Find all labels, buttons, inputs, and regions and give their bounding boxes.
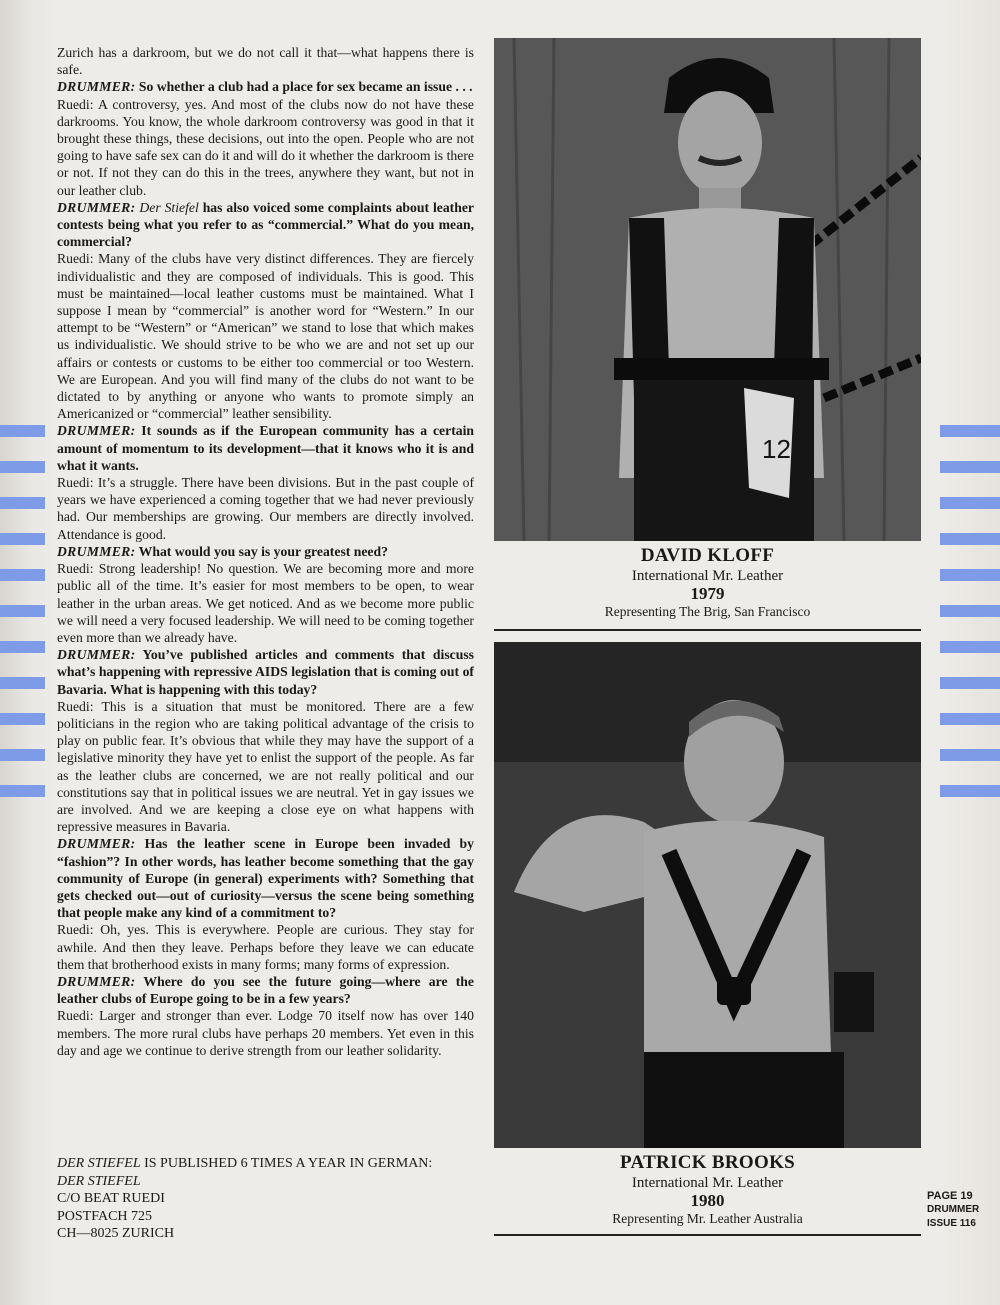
caption-david-kloff	[494, 545, 921, 621]
interviewer-question	[57, 543, 474, 560]
photo-illustration	[494, 642, 921, 1148]
winner-title: International Mr. Leather	[631, 1175, 784, 1191]
speaker-label: Ruedi:	[57, 475, 94, 491]
caption-divider	[494, 1234, 921, 1236]
speaker-label: Ruedi:	[57, 698, 94, 714]
interviewee-answer	[57, 698, 474, 836]
answer-text: Many of the clubs have very distinct differences. They are fiercely individualistic and they are composed of individuals. This is good. This must be maintained—local leather customs must be maintained. What I suppose I mean by “commercial” is another word for “Western.” In our attempt to be “Western” or “American” we stand to lose that which makes us individualistic. We should strive to be who we are and not set up our affairs or contests or customs to be either too commercial or too Western. We are European. And you will find many of the clubs do not want to be dictated to by anything or anyone who wants to promote simply an Americanized or “commercial” leather sensibility.	[57, 251, 475, 422]
interviewee-answer	[57, 96, 474, 199]
interviewer-question	[57, 78, 474, 95]
caption-patrick-brooks	[494, 1152, 921, 1228]
interviewer-question	[57, 646, 474, 698]
right-margin-stripes	[940, 425, 1000, 821]
question-text: has also voiced some complaints about leather contests being what you refer to as “commercial.” What do you mean, commercial?	[57, 199, 474, 250]
publication-line	[57, 1155, 487, 1173]
interviewee-answer	[57, 474, 474, 543]
publication-name: Der Stiefel	[139, 199, 199, 215]
speaker-label: Ruedi:	[57, 922, 94, 938]
page-folio	[927, 1189, 979, 1231]
question-text: Where do you see the future going—where are the leather clubs of Europe going to be in a few years?	[57, 973, 474, 1007]
interviewer-question	[57, 835, 474, 921]
speaker-label: DRUMMER:	[57, 423, 136, 439]
speaker-label: DRUMMER:	[57, 79, 136, 95]
question-text: It sounds as if the European community has a certain amount of momentum to its development—that it knows who it is and what it wants.	[57, 423, 475, 473]
left-margin-stripes	[0, 425, 45, 821]
answer-text: Oh, yes. This is everywhere. People are curious. They stay for awhile. And then they leave. Perhaps before they leave we can educate them that brotherhood exists in many forms; many forms of expression.	[57, 922, 475, 972]
publication-address	[57, 1155, 487, 1243]
interviewer-question	[57, 973, 474, 1007]
issue-number: ISSUE 116	[927, 1218, 976, 1229]
speaker-label: DRUMMER:	[57, 973, 136, 989]
address-publication-name: DER STIEFEL	[57, 1173, 141, 1189]
magazine-name: DRUMMER	[927, 1204, 980, 1215]
answer-text: It’s a struggle. There have been divisions. But in the past couple of years we have experienced a coming together that we had never previously had. Our memberships are growing. Our members are directly involved. Attendance is good.	[57, 475, 474, 542]
interviewee-answer	[57, 250, 474, 422]
winner-year: 1979	[690, 584, 725, 603]
question-text: What would you say is your greatest need?	[138, 543, 388, 559]
speaker-label: Ruedi:	[57, 251, 94, 267]
address-city: CH—8025 ZURICH	[57, 1226, 175, 1241]
paragraph-text: Zurich has a darkroom, but we do not call it that—what happens there is safe.	[57, 45, 474, 78]
photo-patrick-brooks	[494, 642, 921, 1148]
speaker-label: Ruedi:	[57, 1008, 94, 1024]
publication-name: DER STIEFEL	[57, 1156, 141, 1171]
article-paragraph	[57, 44, 474, 78]
question-text: You’ve published articles and comments that discuss what’s happening with repressive AIDS legislation that is coming out of Bavaria. What is happening with this today?	[57, 647, 474, 697]
winner-name: DAVID KLOFF	[640, 545, 775, 566]
winner-title: International Mr. Leather	[631, 568, 784, 584]
interviewee-answer	[57, 921, 474, 973]
interviewer-question	[57, 199, 474, 251]
interview-article	[57, 44, 474, 1059]
speaker-label: DRUMMER:	[57, 647, 136, 663]
speaker-label: Ruedi:	[57, 96, 94, 112]
question-text: Has the leather scene in Europe been invaded by “fashion”? In other words, has leather become something that the gay community of Europe (in general) experiments with? Something that gets checked out—out of curiosity—versus the scene being something that people make any kind of a commitment to?	[57, 836, 474, 921]
speaker-label: Ruedi:	[57, 561, 94, 577]
address-care-of: C/O BEAT RUEDI	[57, 1191, 165, 1206]
winner-representing: Representing The Brig, San Francisco	[604, 604, 811, 619]
speaker-label: DRUMMER:	[57, 199, 136, 215]
speaker-label: DRUMMER:	[57, 543, 136, 559]
winner-year: 1980	[690, 1191, 725, 1210]
winner-representing: Representing Mr. Leather Australia	[612, 1211, 803, 1226]
publication-frequency: IS PUBLISHED 6 TIMES A YEAR IN GERMAN:	[144, 1156, 433, 1171]
interviewee-answer	[57, 1007, 474, 1059]
interviewee-answer	[57, 560, 474, 646]
answer-text: Strong leadership! No question. We are becoming more and more public all of the time. It’s easier for most members to be open, to wear leather in the urban areas. We get noticed. And as we become more public we will need a very focused leadership. We will need to be coming together even more than we already have.	[57, 561, 475, 645]
page-number: PAGE 19	[927, 1190, 973, 1202]
interviewer-question	[57, 422, 474, 474]
answer-text: Larger and stronger than ever. Lodge 70 itself now has over 140 members. The more rural clubs have perhaps 20 members. Yet even in this day and age we continue to derive strength from our leather solidarity.	[57, 1008, 474, 1058]
question-text: So whether a club had a place for sex became an issue . . .	[138, 79, 473, 95]
photo-david-kloff	[494, 38, 921, 541]
contestant-number: 12	[762, 434, 791, 464]
answer-text: A controversy, yes. And most of the clubs now do not have these darkrooms. You know, the whole darkroom controversy was good in that it brought these things, these decisions, out into the open. People who are not going to have safe sex can do it and will do it whether the darkroom is there or not. If not they can do this in the trees, anywhere they want, but not in our leather club.	[57, 96, 475, 198]
answer-text: This is a situation that must be monitored. There are a few politicians in the region who are taking political advantage of the crisis to play on public fear. It’s obvious that while they may have the support of a legislative minority they have yet to enlist the support of the people. As far as the leather clubs are concerned, we are not really political and our constitutions say that in political issues we are neutral. Yet in gay issues we are involved. And we are keeping a close eye on what happens with repressive measures in Bavaria.	[57, 698, 474, 835]
winner-name: PATRICK BROOKS	[619, 1152, 796, 1173]
caption-divider	[494, 629, 921, 631]
address-postbox: POSTFACH 725	[57, 1208, 153, 1224]
photo-illustration	[494, 38, 921, 541]
speaker-label: DRUMMER:	[57, 836, 136, 852]
